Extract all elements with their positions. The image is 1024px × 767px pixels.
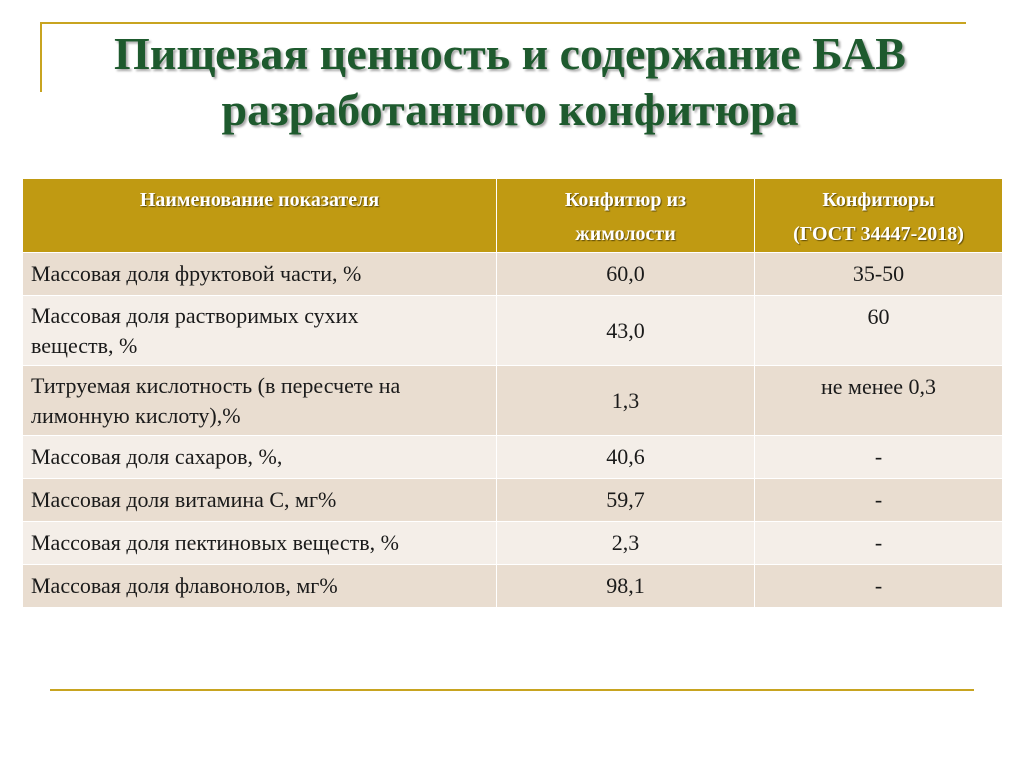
row-name: Массовая доля фруктовой части, % — [23, 253, 497, 296]
header-honeysuckle-line2: жимолости — [575, 223, 676, 245]
header-honeysuckle-line1: Конфитюр из — [564, 189, 687, 211]
row-name: Массовая доля флавонолов, мг% — [23, 565, 497, 608]
header-gost-line1: Конфитюры — [822, 189, 935, 211]
row-name-line1: Массовая доля растворимых сухих — [31, 302, 359, 328]
slide-title — [60, 26, 960, 138]
row-name: Массовая доля сахаров, %, — [23, 436, 497, 479]
slide-title-line1: Пищевая ценность и содержание БАВ — [114, 28, 906, 79]
row-standard: - — [755, 436, 1003, 479]
header-indicator-name: Наименование показателя — [23, 179, 497, 253]
frame-left-line — [40, 22, 42, 92]
slide-title-line2: разработанного конфитюра — [221, 84, 799, 135]
table-row — [23, 479, 1003, 522]
row-name: Массовая доля пектиновых веществ, % — [23, 522, 497, 565]
row-standard: - — [755, 479, 1003, 522]
table-row — [23, 436, 1003, 479]
table-row — [23, 253, 1003, 296]
row-name-line2: лимонную кислоту),% — [31, 402, 241, 428]
table-row — [23, 565, 1003, 608]
row-value: 98,1 — [497, 565, 755, 608]
row-name — [23, 296, 497, 366]
nutrition-table — [22, 178, 1003, 608]
table-row — [23, 296, 1003, 366]
header-honeysuckle-confiture — [497, 179, 755, 253]
row-name-line2: веществ, % — [31, 332, 138, 358]
row-value: 1,3 — [497, 366, 755, 436]
row-standard: не менее 0,3 — [755, 366, 1003, 436]
row-name — [23, 366, 497, 436]
header-gost-confitures — [755, 179, 1003, 253]
row-standard: 60 — [755, 296, 1003, 366]
frame-bottom-line — [50, 689, 974, 691]
row-standard: - — [755, 522, 1003, 565]
row-standard: 35-50 — [755, 253, 1003, 296]
row-standard: - — [755, 565, 1003, 608]
header-gost-line2: (ГОСТ 34447-2018) — [793, 223, 964, 245]
row-name: Массовая доля витамина С, мг% — [23, 479, 497, 522]
row-value: 60,0 — [497, 253, 755, 296]
table-row — [23, 522, 1003, 565]
row-value: 59,7 — [497, 479, 755, 522]
table-row — [23, 366, 1003, 436]
row-value: 43,0 — [497, 296, 755, 366]
row-value: 40,6 — [497, 436, 755, 479]
row-value: 2,3 — [497, 522, 755, 565]
row-name-line1: Титруемая кислотность (в пересчете на — [31, 372, 401, 398]
frame-top-line — [40, 22, 966, 24]
